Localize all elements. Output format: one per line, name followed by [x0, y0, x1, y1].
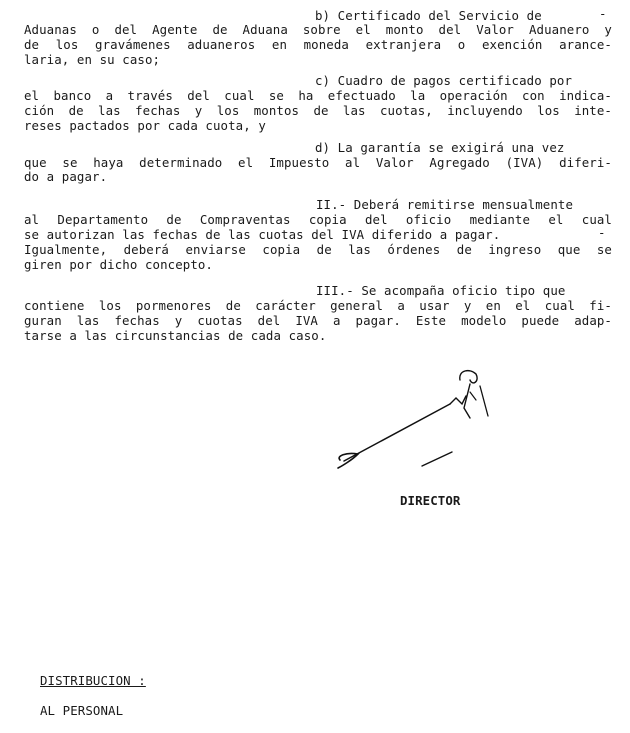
paragraph-iii-line-3: guran las fechas y cuotas del IVA a pagar. Este modelo puede adap-: [24, 313, 612, 328]
paragraph-b-line-2: Aduanas o del Agente de Aduana sobre el monto del Valor Aduanero y: [24, 22, 612, 37]
margin-mark: -: [599, 6, 607, 21]
signature-title: DIRECTOR: [400, 493, 461, 508]
margin-mark: -: [598, 225, 606, 240]
handwritten-signature: [330, 360, 500, 480]
paragraph-iii-line-2: contiene los pormenores de carácter general a usar y en el cual fi-: [24, 298, 612, 313]
paragraph-c-line-3: ción de las fechas y los montos de las cuotas, incluyendo los inte-: [24, 103, 612, 118]
paragraph-ii-line-4: Igualmente, deberá enviarse copia de las órdenes de ingreso que se: [24, 242, 612, 257]
paragraph-c-line-1: c) Cuadro de pagos certificado por: [315, 73, 573, 88]
paragraph-b-line-4: laria, en su caso;: [24, 52, 161, 67]
distribution-label: DISTRIBUCION :: [40, 673, 146, 688]
paragraph-b-line-1: b) Certificado del Servicio de: [315, 8, 542, 23]
paragraph-ii-line-1: II.- Deberá remitirse mensualmente: [316, 197, 574, 212]
paragraph-iii-line-1: III.- Se acompaña oficio tipo que: [316, 283, 566, 298]
paragraph-iii-line-4: tarse a las circunstancias de cada caso.: [24, 328, 327, 343]
paragraph-d-line-3: do a pagar.: [24, 169, 108, 184]
paragraph-ii-line-3: se autorizan las fechas de las cuotas del IVA diferido a pagar.: [24, 227, 501, 242]
paragraph-c-line-2: el banco a través del cual se ha efectuado la operación con indica-: [24, 88, 612, 103]
paragraph-c-line-4: reses pactados por cada cuota, y: [24, 118, 266, 133]
paragraph-ii-line-2: al Departamento de Compraventas copia del oficio mediante el cual: [24, 212, 612, 227]
paragraph-d-line-2: que se haya determinado el Impuesto al Valor Agregado (IVA) diferi-: [24, 155, 612, 170]
distribution-item: AL PERSONAL: [40, 703, 124, 718]
paragraph-ii-line-5: giren por dicho concepto.: [24, 257, 213, 272]
paragraph-d-line-1: d) La garantía se exigirá una vez: [315, 140, 565, 155]
paragraph-b-line-3: de los gravámenes aduaneros en moneda extranjera o exención arance-: [24, 37, 612, 52]
